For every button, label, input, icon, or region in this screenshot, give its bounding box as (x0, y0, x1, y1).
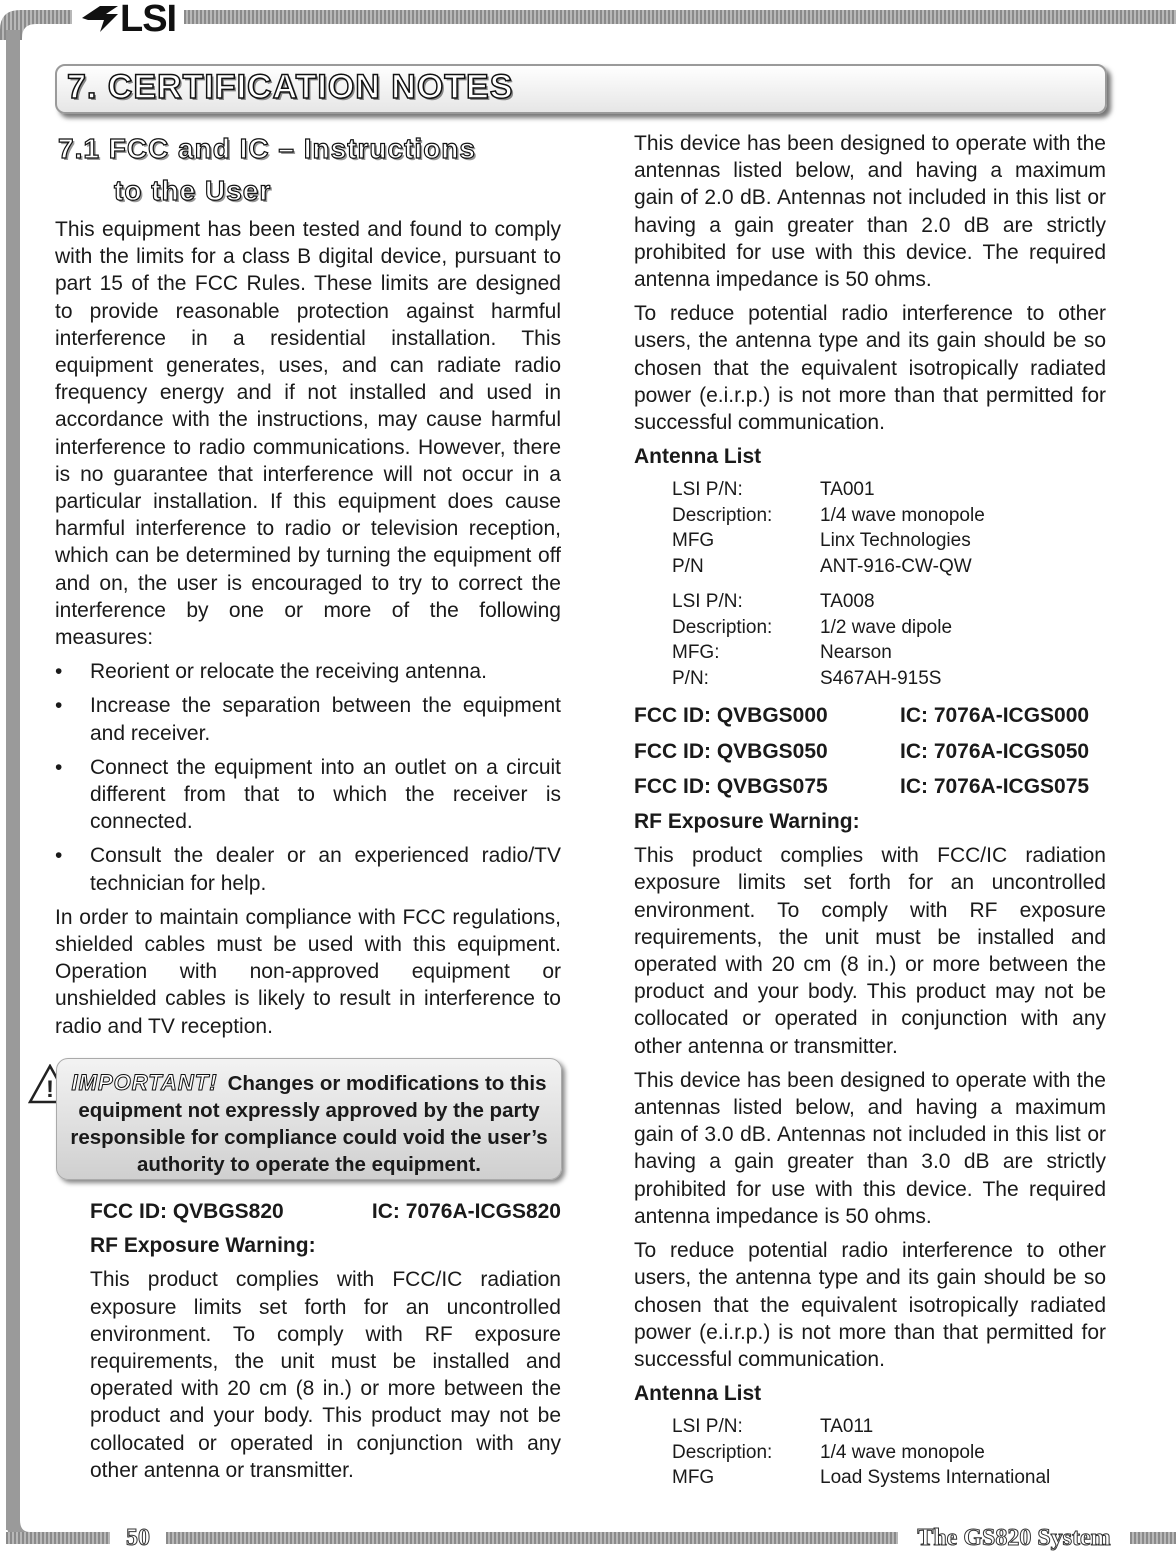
lsi-logo (72, 0, 184, 38)
compliance-paragraph: In order to maintain compliance with FCC regulations, shielded cables must be used with this equipment. Operation with non-approved equipment or unshielded cables is likely to result in interference to radio and TV reception. (55, 905, 561, 1038)
left-column (55, 216, 561, 1040)
antenna-gain-paragraph: This device has been designed to operate with the antennas listed below, and having a maximum gain of 2.0 dB. Antennas not included in this list or having a gain greater than 2.0 dB are strictly prohibited for use with this device. The required antenna impedance is 50 ohms. (634, 132, 1106, 292)
list-item: • Increase the separation between the equipment and receiver. (55, 694, 561, 745)
footer-title: The GS820 System (898, 1524, 1130, 1552)
id-row: FCC ID: QVBGS000 IC: 7076A-ICGS000 (634, 704, 1090, 728)
list-item: • Consult the dealer or an experienced radio/TV technician for help. (55, 844, 561, 895)
svg-text:!: ! (46, 1076, 54, 1103)
ic-id: IC: 7076A-ICGS820 (371, 1200, 561, 1223)
logo-text: LSI (120, 0, 177, 40)
rf-paragraph: This product complies with FCC/IC radiation exposure limits set forth for an uncontrolled environment. To comply with RF exposure requirements, the unit must be installed and operated with 20 cm (8 in.) or more between the product and your body. This product may not be collocated or operated in conjunction with any other antenna or transmitter. (90, 1268, 561, 1482)
subsection-number: 7.1 (58, 133, 100, 164)
id-row (90, 1198, 561, 1225)
section-header-bar (55, 64, 1107, 114)
left-lower-section (90, 1198, 561, 1484)
section-title: 7. CERTIFICATION NOTES (67, 68, 514, 106)
antenna-entry: LSI P/N: TA008 Description: 1/2 wave dipole MFG: Nearson P/N: S467AH-915S (672, 591, 953, 689)
antenna-gain-paragraph: This device has been designed to operate with the antennas listed below, and having a maximum gain of 3.0 dB. Antennas not included in this list or having a gain greater than 3.0 dB are strictly prohibited for use with this device. The required antenna impedance is 50 ohms. (634, 1068, 1106, 1228)
antenna-list-heading: Antenna List (634, 445, 762, 469)
subsection-title (58, 128, 568, 212)
lsi-logo-mark-icon (80, 4, 120, 34)
important-text: Changes or modifications to this equipment not expressly approved by the party responsible for compliance could void the user’s authority to operate the equipment. (70, 1072, 548, 1176)
interference-paragraph: To reduce potential radio interference to other users, the antenna type and its gain should be so chosen that the equivalent isotropically radiated power (e.i.r.p.) is not more than that permitted for successful communication. (634, 1239, 1106, 1371)
list-item: • Connect the equipment into an outlet on a circuit different from that to which the receiver is connected. (55, 755, 561, 834)
rf-heading: RF Exposure Warning: (90, 1234, 316, 1258)
subsection-title-line2: to the User (114, 175, 272, 206)
fcc-id: FCC ID: QVBGS820 (90, 1200, 284, 1223)
antenna-entry: LSI P/N: TA011 Description: 1/4 wave monopole MFG Load Systems International (672, 1416, 1051, 1489)
page-number: 50 (110, 1524, 166, 1552)
antenna-list-heading: Antenna List (634, 1382, 762, 1406)
antenna-entry: LSI P/N: TA001 Description: 1/4 wave monopole MFG Linx Technologies P/N ANT-916-CW-QW (672, 479, 985, 577)
id-row: FCC ID: QVBGS050 IC: 7076A-ICGS050 (634, 739, 1090, 763)
list-item: • Reorient or relocate the receiving antenna. (55, 660, 487, 684)
subsection-title-line1: FCC and IC – Instructions (108, 133, 476, 164)
left-frame-bar (0, 0, 30, 1552)
right-column (634, 130, 1106, 1491)
important-label: IMPORTANT! (71, 1070, 218, 1095)
interference-paragraph: To reduce potential radio interference to other users, the antenna type and its gain should be so chosen that the equivalent isotropically radiated power (e.i.r.p.) is not more than that permitted for successful communication. (634, 302, 1106, 435)
rf-heading: RF Exposure Warning: (634, 810, 860, 834)
rf-paragraph: This product complies with FCC/IC radiation exposure limits set forth for an uncontrolled environment. To comply with RF exposure requirements, the unit must be installed and operated with 20 cm (8 in.) or more between the product and your body. This product may not be collocated or operated in conjunction with any other antenna or transmitter. (634, 844, 1106, 1058)
id-row: FCC ID: QVBGS075 IC: 7076A-ICGS075 (634, 774, 1090, 798)
intro-paragraph: This equipment has been tested and found to comply with the limits for a class B digital device, pursuant to part 15 of the FCC Rules. These limits are designed to provide reasonable protection against harmful interference in a residential installation. This equipment generates, uses, and can radiate radio frequency energy and if not installed and used in accordance with the instructions, may cause harmful interference to radio communications. However, there is no guarantee that interference will not occur in a particular installation. If this equipment does cause harmful interference to radio or television reception, which can be determined by turning the equipment off and on, the user is encouraged to try to correct the interference by one or more of the following measures: (55, 218, 561, 650)
important-notice (56, 1058, 562, 1180)
